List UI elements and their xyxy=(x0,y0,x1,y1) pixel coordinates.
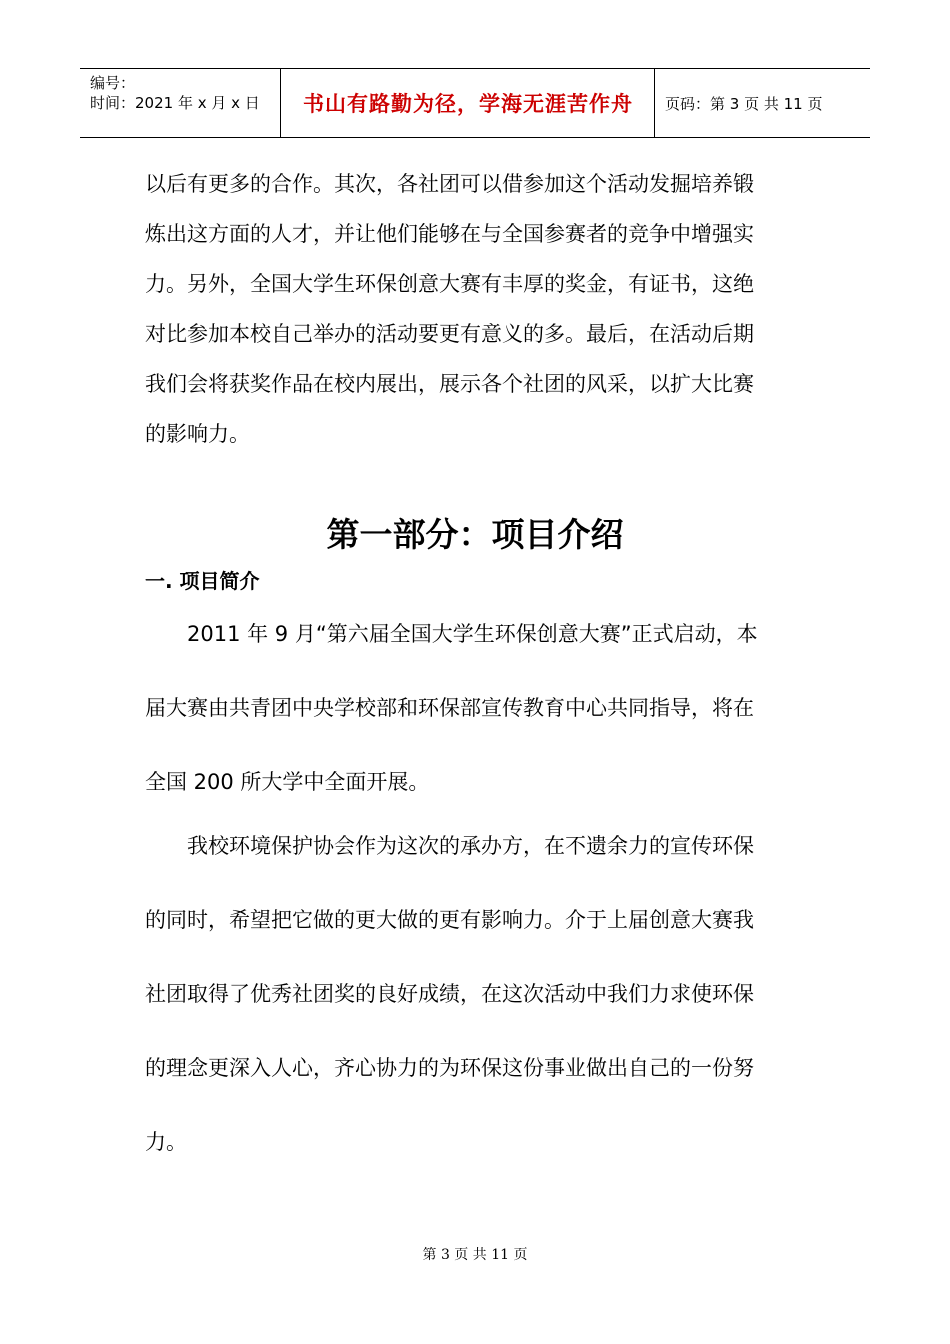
paragraph-line: 2011 年 9 月“第六届全国大学生环保创意大赛”正式启动，本 xyxy=(145,622,758,646)
intro-line: 的影响力。 xyxy=(145,422,250,446)
paragraph-line: 全国 200 所大学中全面开展。 xyxy=(145,770,430,794)
paragraph-line: 我校环境保护协会作为这次的承办方，在不遗余力的宣传环保 xyxy=(145,834,754,858)
sub-heading: 一. 项目简介 xyxy=(145,569,260,593)
paragraph-line: 的理念更深入人心，齐心协力的为环保这份事业做出自己的一份努 xyxy=(145,1056,754,1080)
paragraph-line: 届大赛由共青团中央学校部和环保部宣传教育中心共同指导，将在 xyxy=(145,696,754,720)
header-time: 时间：2021 年 x 月 x 日 xyxy=(90,94,260,112)
paragraph-line: 力。 xyxy=(145,1130,187,1154)
intro-line: 以后有更多的合作。其次，各社团可以借参加这个活动发掘培养锻 xyxy=(145,172,754,196)
page-header xyxy=(80,68,870,138)
header-meta xyxy=(90,73,260,113)
intro-line: 对比参加本校自己举办的活动要更有意义的多。最后，在活动后期 xyxy=(145,322,754,346)
header-number: 编号： xyxy=(90,74,136,92)
paragraph-line: 的同时，希望把它做的更大做的更有影响力。介于上届创意大赛我 xyxy=(145,908,754,932)
intro-line: 力。另外，全国大学生环保创意大赛有丰厚的奖金，有证书，这绝 xyxy=(145,272,754,296)
page-footer: 第 3 页 共 11 页 xyxy=(422,1247,528,1263)
intro-line: 炼出这方面的人才，并让他们能够在与全国参赛者的竞争中增强实 xyxy=(145,222,754,246)
header-motto: 书山有路勤为径，学海无涯苦作舟 xyxy=(303,92,633,116)
header-page-info: 页码：第 3 页 共 11 页 xyxy=(665,94,823,113)
paragraph-line: 社团取得了优秀社团奖的良好成绩，在这次活动中我们力求使环保 xyxy=(145,982,754,1006)
section-title: 第一部分：项目介绍 xyxy=(326,515,624,554)
intro-line: 我们会将获奖作品在校内展出，展示各个社团的风采，以扩大比赛 xyxy=(145,372,754,396)
